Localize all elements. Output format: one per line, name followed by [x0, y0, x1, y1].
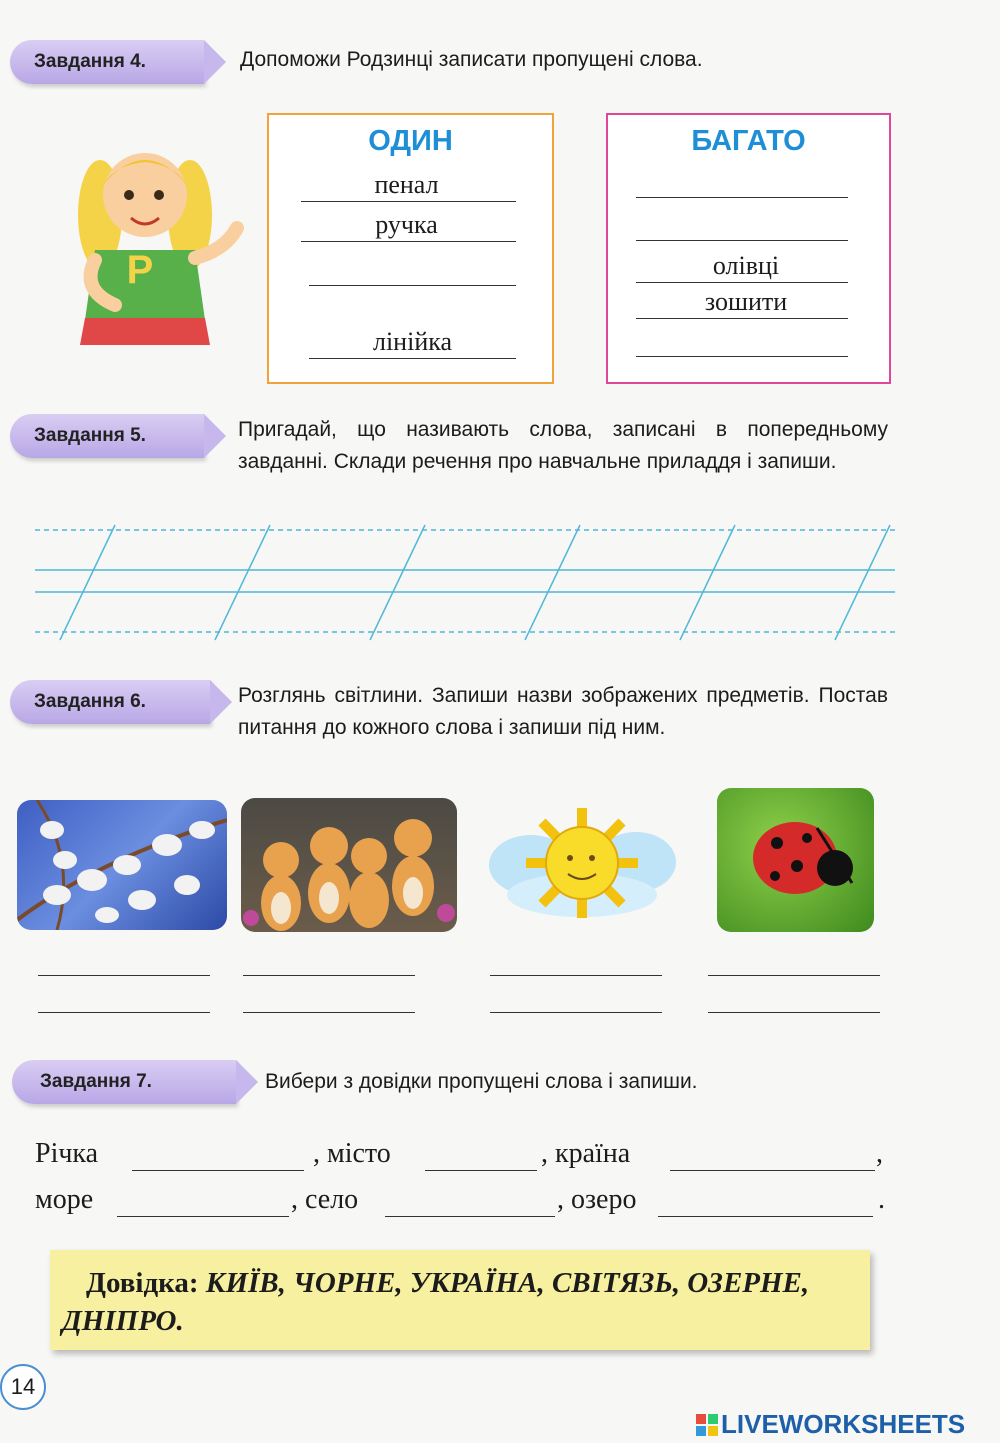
row2-end: . — [878, 1184, 885, 1215]
one-line-3[interactable] — [309, 285, 516, 286]
task5-badge-label: Завдання 5. — [34, 425, 146, 446]
one-word-2: ручка — [375, 210, 438, 239]
photo4-line-2[interactable] — [708, 1012, 880, 1013]
photo2-line-1[interactable] — [243, 975, 415, 976]
hint-label: Довідка: — [86, 1267, 199, 1299]
task7-badge — [12, 1060, 236, 1104]
many-word-2: олівці — [712, 251, 780, 280]
ladybug-photo — [717, 788, 874, 932]
row2-blank-2[interactable] — [385, 1216, 555, 1217]
many-line-4 — [636, 318, 848, 319]
task7-instruction: Вибери з довідки пропущені слова і запиши. — [265, 1070, 698, 1093]
task6-badge-label: Завдання 6. — [34, 691, 146, 712]
photo2-line-2[interactable] — [243, 1012, 415, 1013]
photo1-line-1[interactable] — [38, 975, 210, 976]
many-title: БАГАТО — [691, 125, 806, 157]
photo4-line-1[interactable] — [708, 975, 880, 976]
hint-text — [62, 1264, 862, 1340]
task4-instruction: Допоможи Родзинці записати пропущені слова. — [240, 48, 703, 71]
girl-shirt-letter: Р — [126, 248, 154, 292]
liveworksheets-icon — [696, 1414, 718, 1436]
kittens-photo — [241, 798, 457, 932]
task4-badge-label: Завдання 4. — [34, 51, 146, 72]
many-line-1[interactable] — [636, 197, 848, 198]
row1-river: Річка — [35, 1138, 99, 1169]
one-box — [267, 113, 554, 384]
task4-badge — [10, 40, 204, 84]
page-number: 14 — [0, 1364, 46, 1410]
many-box — [606, 113, 891, 384]
row1-end: , — [876, 1138, 883, 1169]
many-line-3 — [636, 282, 848, 283]
task6-instruction: Розглянь світлини. Запиши назви зображених предметів. Постав питання до кожного слова і запиши під ним. — [238, 684, 888, 739]
task5-instruction: Пригадай, що називають слова, записані в попередньому завданні. Склади речення про навчальне приладдя і запиши. — [238, 418, 888, 473]
row1-blank-3[interactable] — [670, 1170, 875, 1171]
one-title: ОДИН — [368, 125, 453, 157]
task7-badge-label: Завдання 7. — [40, 1071, 152, 1092]
photo1-line-2[interactable] — [38, 1012, 210, 1013]
photo3-line-1[interactable] — [490, 975, 662, 976]
many-word-3: зошити — [704, 287, 788, 316]
sun-photo — [486, 800, 678, 930]
row2-sea: море — [35, 1184, 94, 1215]
many-line-5[interactable] — [636, 356, 848, 357]
task6-badge — [10, 680, 210, 724]
photo3-line-2[interactable] — [490, 1012, 662, 1013]
row2-blank-1[interactable] — [117, 1216, 289, 1217]
row2-blank-3[interactable] — [658, 1216, 873, 1217]
one-line-1 — [301, 201, 516, 202]
writing-lines[interactable] — [35, 520, 895, 645]
willow-photo — [17, 800, 227, 930]
hint-box — [50, 1250, 870, 1350]
many-line-2[interactable] — [636, 240, 848, 241]
one-line-4 — [309, 358, 516, 359]
row2-village: , село — [291, 1184, 359, 1215]
one-line-2[interactable] — [301, 241, 516, 242]
row1-country: , країна — [541, 1138, 631, 1169]
watermark-text: LIVEWORKSHEETS — [721, 1409, 966, 1439]
watermark-logo — [696, 1409, 965, 1440]
row1-city: , місто — [313, 1138, 391, 1169]
row1-blank-1[interactable] — [132, 1170, 304, 1171]
row2-lake: , озеро — [557, 1184, 637, 1215]
hint-words: КИЇВ, ЧОРНЕ, УКРАЇНА, СВІТЯЗЬ, ОЗЕРНЕ, ДНІПРО. — [62, 1267, 810, 1337]
one-word-1: пенал — [374, 170, 439, 199]
row1-blank-2[interactable] — [425, 1170, 537, 1171]
one-word-4: лінійка — [372, 327, 453, 356]
task5-badge — [10, 414, 204, 458]
